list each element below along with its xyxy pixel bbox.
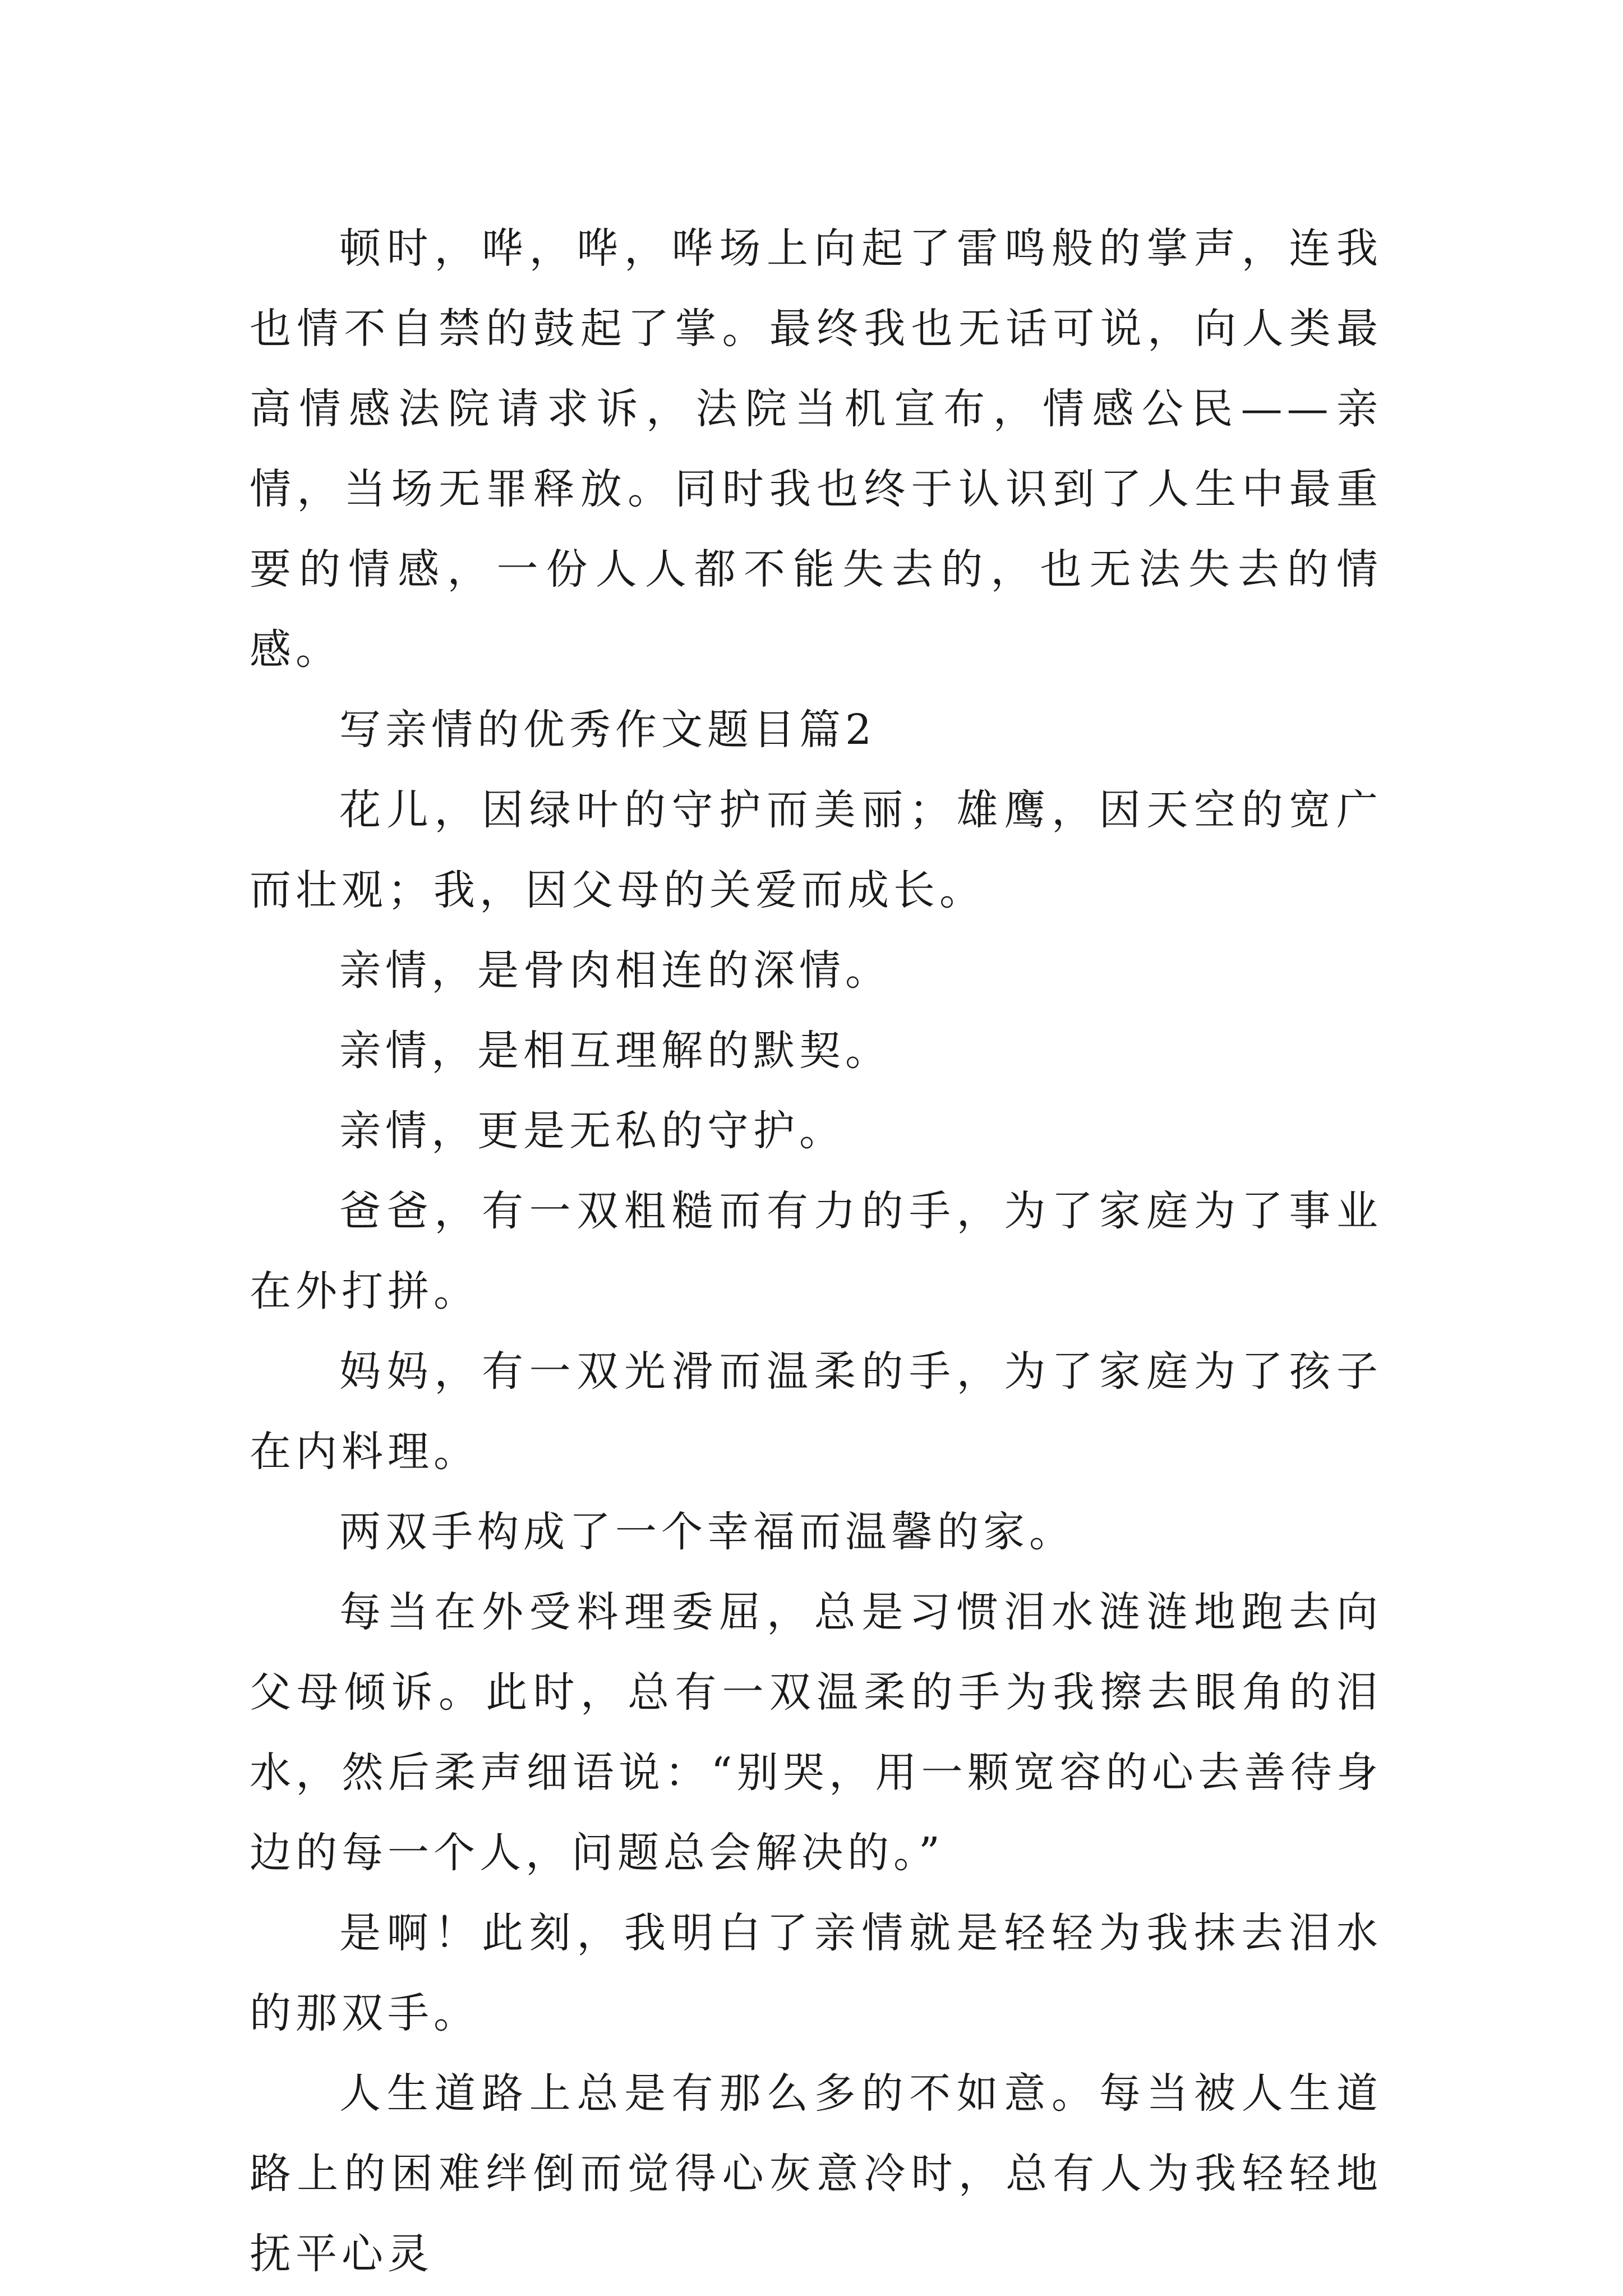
paragraph: 顿时，哗，哗，哗场上向起了雷鸣般的掌声，连我也情不自禁的鼓起了掌。最终我也无话可说，向人类最高情感法院请求诉，法院当机宣布，情感公民——亲情，当场无罪释放。同时我也终于认识到了人生中最重要的情感，一份人人都不能失去的，也无法失去的情感。 <box>250 224 1382 674</box>
paragraph: 两双手构成了一个幸福而温馨的家。 <box>339 1508 1075 1556</box>
paragraph: 妈妈，有一双光滑而温柔的手，为了家庭为了孩子在内料理。 <box>250 1347 1382 1476</box>
paragraph: 人生道路上总是有那么多的不如意。每当被人生道路上的困难绊倒而觉得心灰意冷时，总有人为我轻轻地抚平心灵 <box>250 2069 1382 2278</box>
paragraph: 是啊！此刻，我明白了亲情就是轻轻为我抹去泪水的那双手。 <box>250 1909 1382 2037</box>
paragraph: 亲情，更是无私的守护。 <box>339 1107 845 1155</box>
document-body <box>250 209 1382 2294</box>
paragraph: 亲情，是骨肉相连的深情。 <box>339 946 891 995</box>
section-heading: 写亲情的优秀作文题目篇2 <box>339 706 877 754</box>
paragraph: 亲情，是相互理解的默契。 <box>339 1027 891 1075</box>
paragraph: 花儿，因绿叶的守护而美丽；雄鹰，因天空的宽广而壮观；我，因父母的关爱而成长。 <box>250 786 1382 914</box>
paragraph: 爸爸，有一双粗糙而有力的手，为了家庭为了事业在外打拼。 <box>250 1187 1382 1315</box>
paragraph: 每当在外受料理委屈，总是习惯泪水涟涟地跑去向父母倾诉。此时，总有一双温柔的手为我擦去眼角的泪水，然后柔声细语说：“别哭，用一颗宽容的心去善待身边的每一个人，问题总会解决的。” <box>250 1588 1382 1877</box>
